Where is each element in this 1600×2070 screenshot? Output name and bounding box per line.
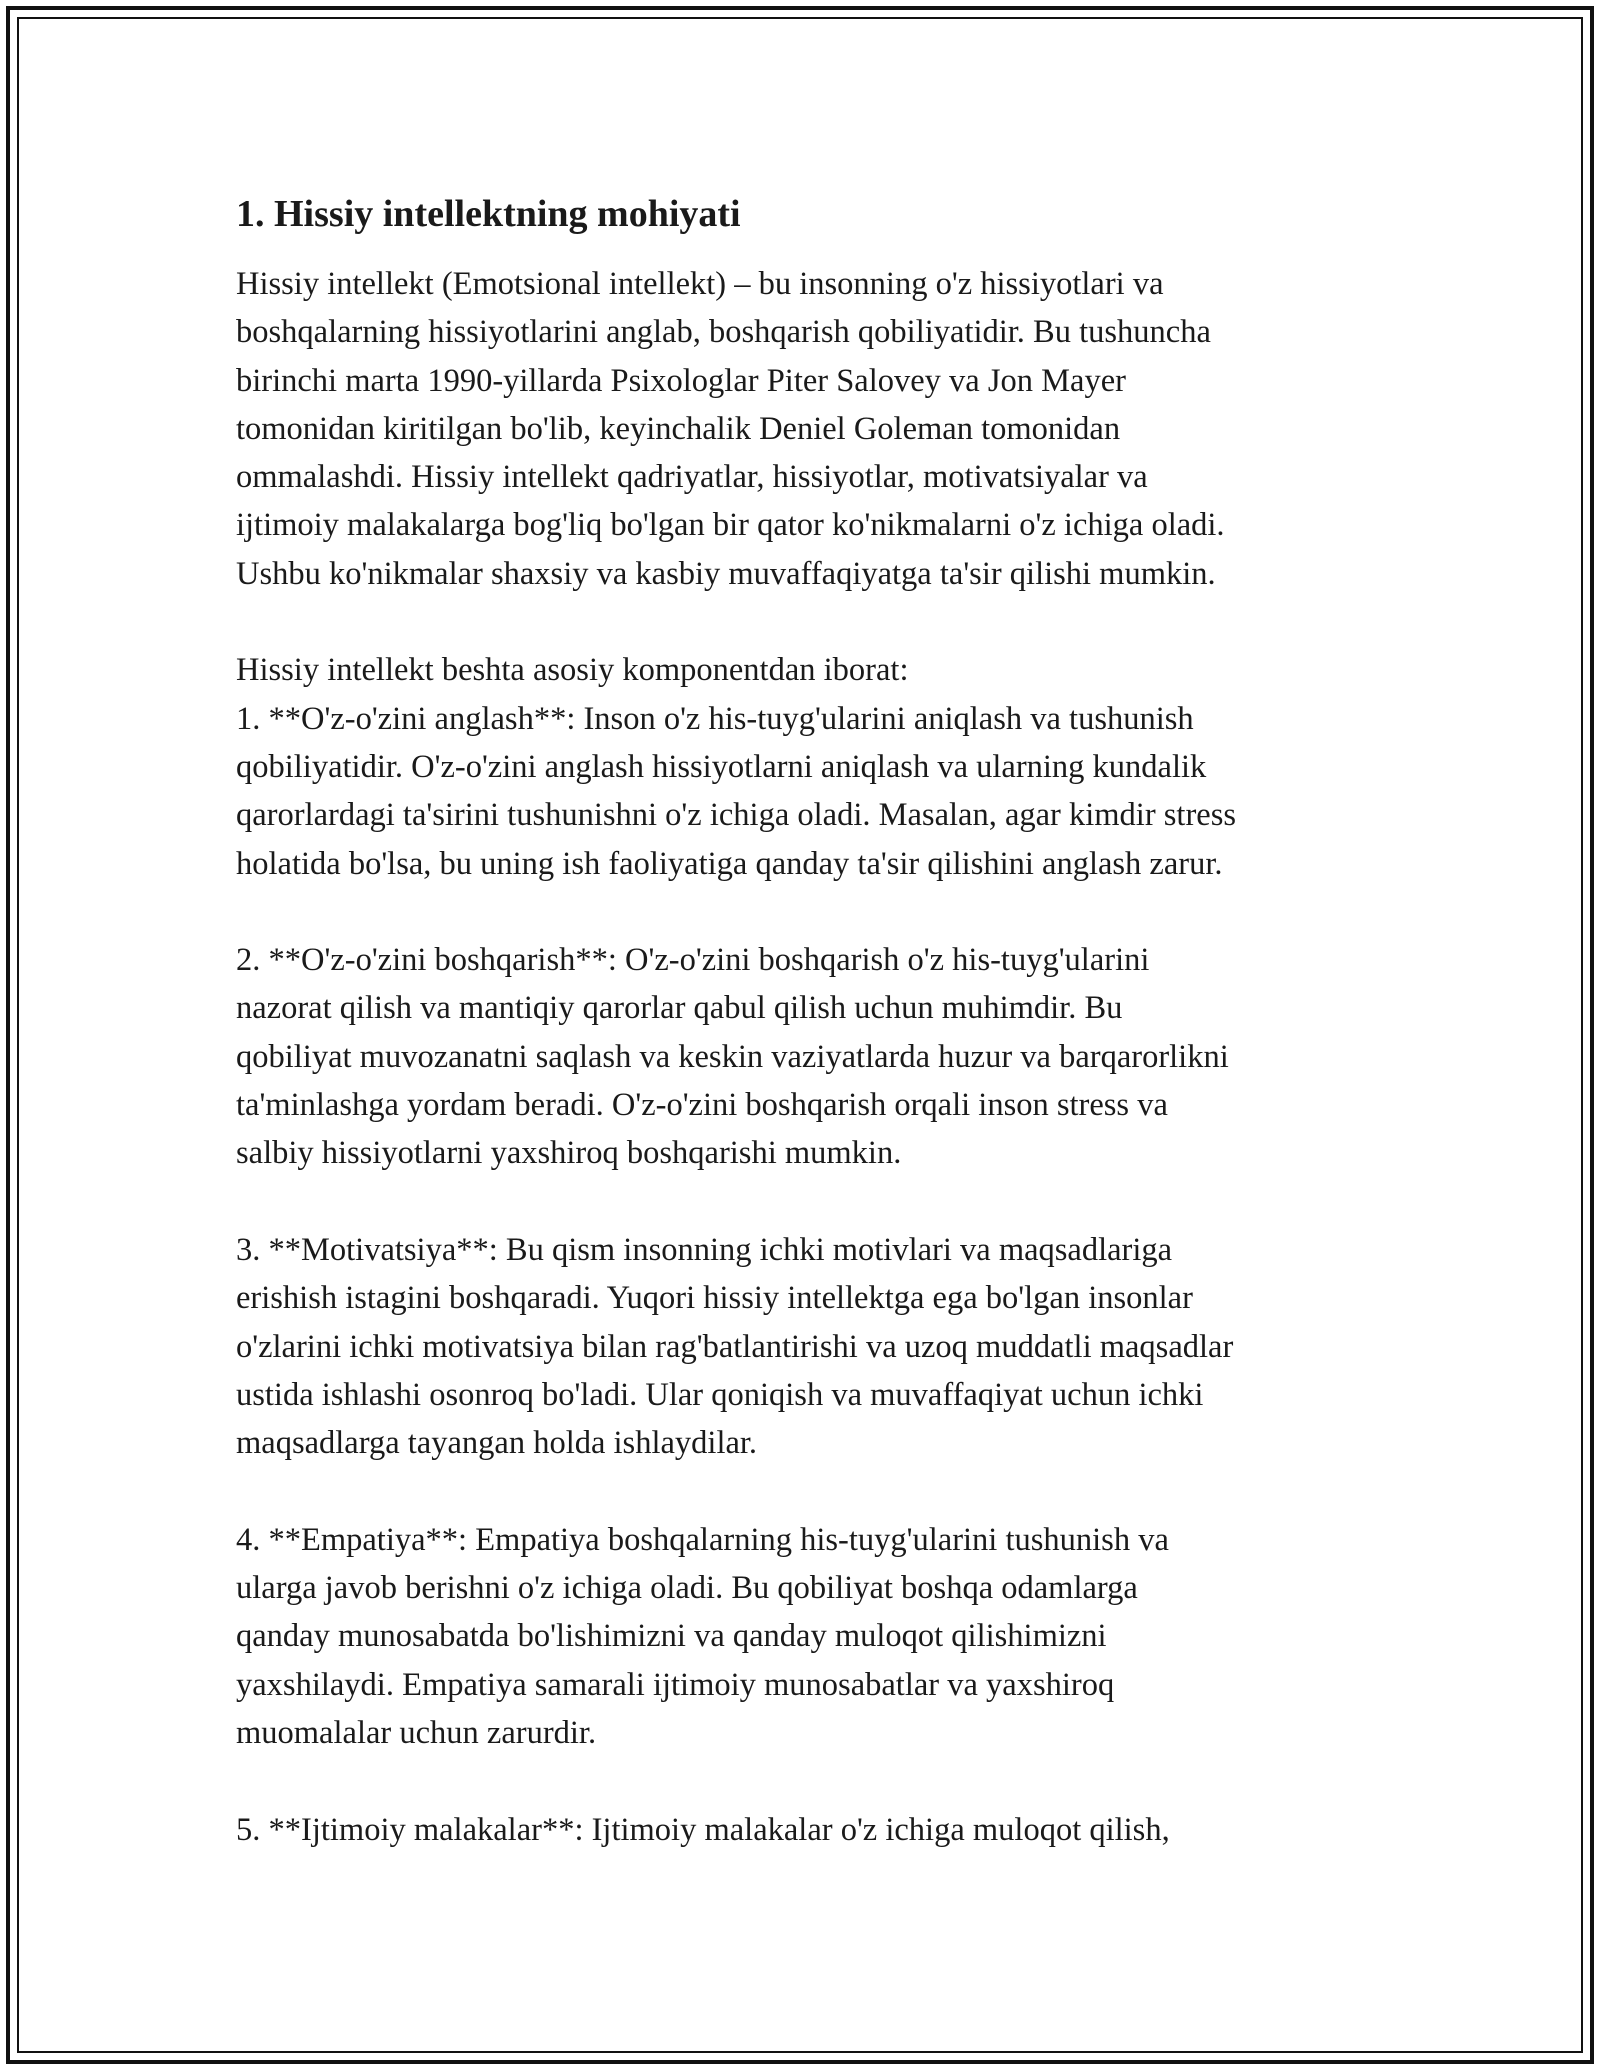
component-item-self-regulation: 2. **O'z-o'zini boshqarish**: O'z-o'zini boshqarish o'z his-tuyg'ularini nazorat qilish va mantiqiy qarorlar qabul qilish uchun muhimdir. Bu qobiliyat muvozanatni saqlash va keskin vaziyatlarda huzur va barqarorlikni ta'minlashga yordam beradi. O'z-o'zini boshqarish orqali inson stress va salbiy hissiyotlarni yaxshiroq boshqarishi mumkin. (236, 942, 1229, 1172)
paragraph-spacer (236, 1178, 1366, 1226)
intro-paragraph: Hissiy intellekt (Emotsional intellekt) – bu insonning o'z hissiyotlari va boshqalarning hissiyotlarini anglab, boshqarish qobiliyatidir. Bu tushuncha birinchi marta 1990-yillarda Psixologlar Piter Salovey va Jon Mayer tomonidan kiritilgan bo'lib, keyinchalik Deniel Goleman tomonidan ommalashdi. Hissiy intellekt qadriyatlar, hissiyotlar, motivatsiyalar va ijtimoiy malakalarga bog'liq bo'lgan bir qator ko'nikmalarni o'z ichiga oladi. Ushbu ko'nikmalar shaxsiy va kasbiy muvaffaqiyatga ta'sir qilishi mumkin. (236, 266, 1225, 592)
component-item-social-skills: 5. **Ijtimoiy malakalar**: Ijtimoiy malakalar o'z ichiga muloqot qilish, (236, 1811, 1170, 1848)
components-intro: Hissiy intellekt beshta asosiy komponentdan iborat: (236, 652, 909, 689)
paragraph-spacer (236, 1757, 1366, 1805)
document-body (236, 186, 1366, 1854)
paragraph-spacer (236, 888, 1366, 936)
section-heading: 1. Hissiy intellektning mohiyati (236, 193, 741, 235)
component-item-empathy: 4. **Empatiya**: Empatiya boshqalarning his-tuyg'ularini tushunish va ularga javob berishni o'z ichiga oladi. Bu qobiliyat boshqa odamlarga qanday munosabatda bo'lishimizni va qanday muloqot qilishimizni yaxshilaydi. Empatiya samarali ijtimoiy munosabatlar va yaxshiroq muomalalar uchun zarurdir. (236, 1521, 1169, 1751)
component-item-self-awareness: 1. **O'z-o'zini anglash**: Inson o'z his-tuyg'ularini aniqlash va tushunish qobiliyatidir. O'z-o'zini anglash hissiyotlarni aniqlash va ularning kundalik qarorlardagi ta'sirini tushunishni o'z ichiga oladi. Masalan, agar kimdir stress holatida bo'lsa, bu uning ish faoliyatiga qanday ta'sir qilishini anglash zarur. (236, 700, 1237, 882)
component-item-motivation: 3. **Motivatsiya**: Bu qism insonning ichki motivlari va maqsadlariga erishish istagini boshqaradi. Yuqori hissiy intellektga ega bo'lgan insonlar o'zlarini ichki motivatsiya bilan rag'batlantirishi va uzoq muddatli maqsadlar ustida ishlashi osonroq bo'ladi. Ular qoniqish va muvaffaqiyat uchun ichki maqsadlarga tayangan holda ishlaydilar. (236, 1231, 1234, 1462)
paragraph-spacer (236, 598, 1366, 646)
paragraph-spacer (236, 1467, 1366, 1515)
